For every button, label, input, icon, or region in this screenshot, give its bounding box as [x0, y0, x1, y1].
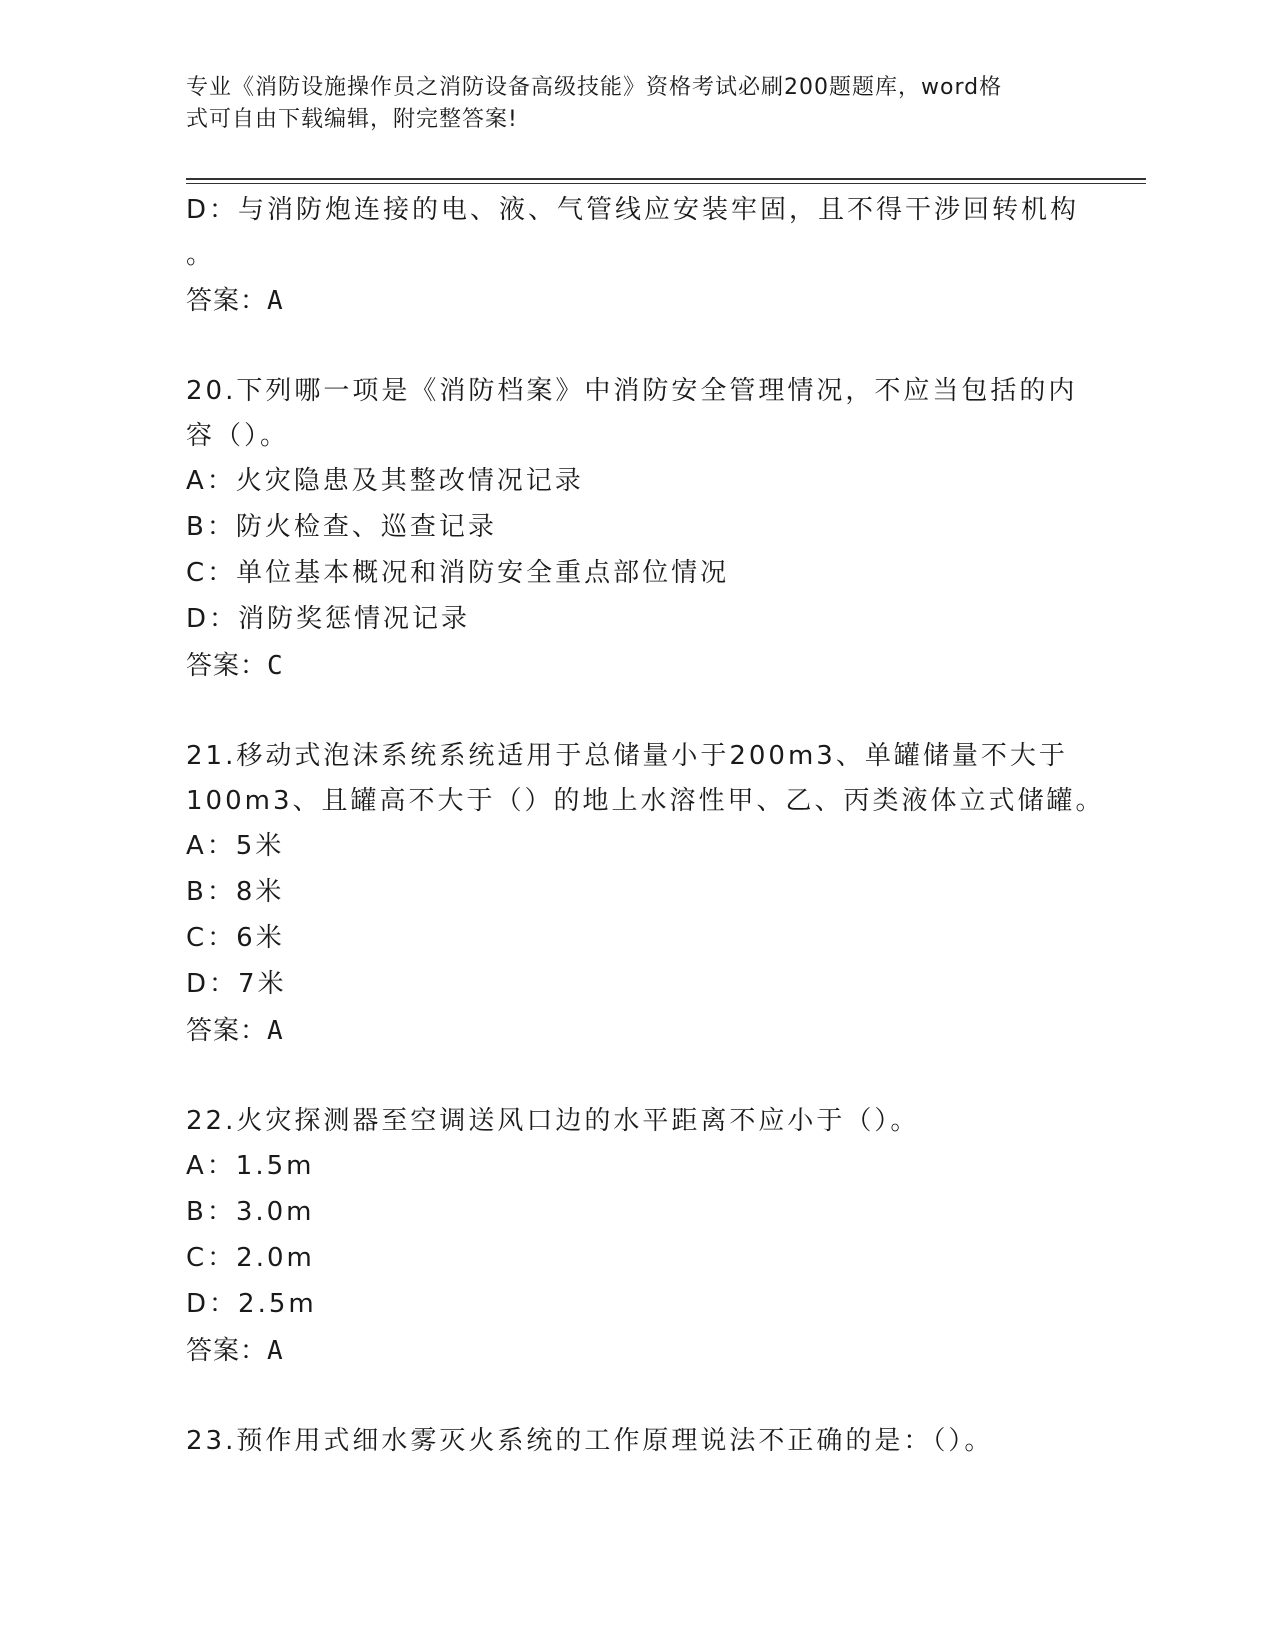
question-23: [186, 1419, 1066, 1464]
question-spacer: [186, 1374, 1066, 1419]
question-stem-continuation: 100m3、且罐高不大于（）的地上水溶性甲、乙、丙类液体立式储罐。: [186, 786, 1105, 816]
option-c: C：6米: [186, 923, 285, 953]
question-20: [186, 369, 1078, 689]
question-19-tail: [186, 188, 1080, 324]
header-divider-thin: [186, 183, 1146, 184]
option-b: B：3.0m: [186, 1197, 315, 1227]
option-a: A：火灾隐患及其整改情况记录: [186, 466, 584, 496]
question-spacer: [186, 324, 1066, 369]
option-b: B：8米: [186, 877, 285, 907]
option-d-continuation: 。: [186, 240, 216, 270]
option-c: C：单位基本概况和消防安全重点部位情况: [186, 558, 730, 588]
question-stem: 23.预作用式细水雾灭火系统的工作原理说法不正确的是：（）。: [186, 1426, 994, 1456]
option-c: C：2.0m: [186, 1243, 315, 1273]
option-d: D：消防奖惩情况记录: [186, 604, 471, 634]
header-line-1: 专业《消防设施操作员之消防设备高级技能》资格考试必刷200题题库，word格: [186, 75, 1003, 100]
question-list: [186, 188, 1105, 1464]
header-divider-thick: [186, 178, 1146, 180]
option-d: D：2.5m: [186, 1289, 317, 1319]
option-d: D：7米: [186, 969, 287, 999]
question-spacer: [186, 1054, 1066, 1099]
option-a: A：1.5m: [186, 1151, 315, 1181]
question-stem-continuation: 容（）。: [186, 421, 290, 451]
question-stem: 20.下列哪一项是《消防档案》中消防安全管理情况，不应当包括的内: [186, 376, 1078, 406]
question-21: [186, 734, 1105, 1054]
question-spacer: [186, 689, 1066, 734]
question-22: [186, 1099, 1066, 1374]
answer-line: 答案：A: [186, 1336, 284, 1366]
answer-line: 答案：A: [186, 286, 284, 316]
question-stem: 22.火灾探测器至空调送风口边的水平距离不应小于（）。: [186, 1106, 920, 1136]
header-line-2: 式可自由下载编辑，附完整答案!: [186, 107, 518, 132]
answer-line: 答案：C: [186, 651, 284, 681]
option-b: B：防火检查、巡查记录: [186, 512, 497, 542]
question-stem: 21.移动式泡沫系统系统适用于总储量小于200m3、单罐储量不大于: [186, 741, 1068, 771]
answer-line: 答案：A: [186, 1016, 284, 1046]
option-a: A：5米: [186, 831, 285, 861]
document-header: [186, 72, 1066, 136]
option-d: D：与消防炮连接的电、液、气管线应安装牢固，且不得干涉回转机构: [186, 195, 1080, 225]
